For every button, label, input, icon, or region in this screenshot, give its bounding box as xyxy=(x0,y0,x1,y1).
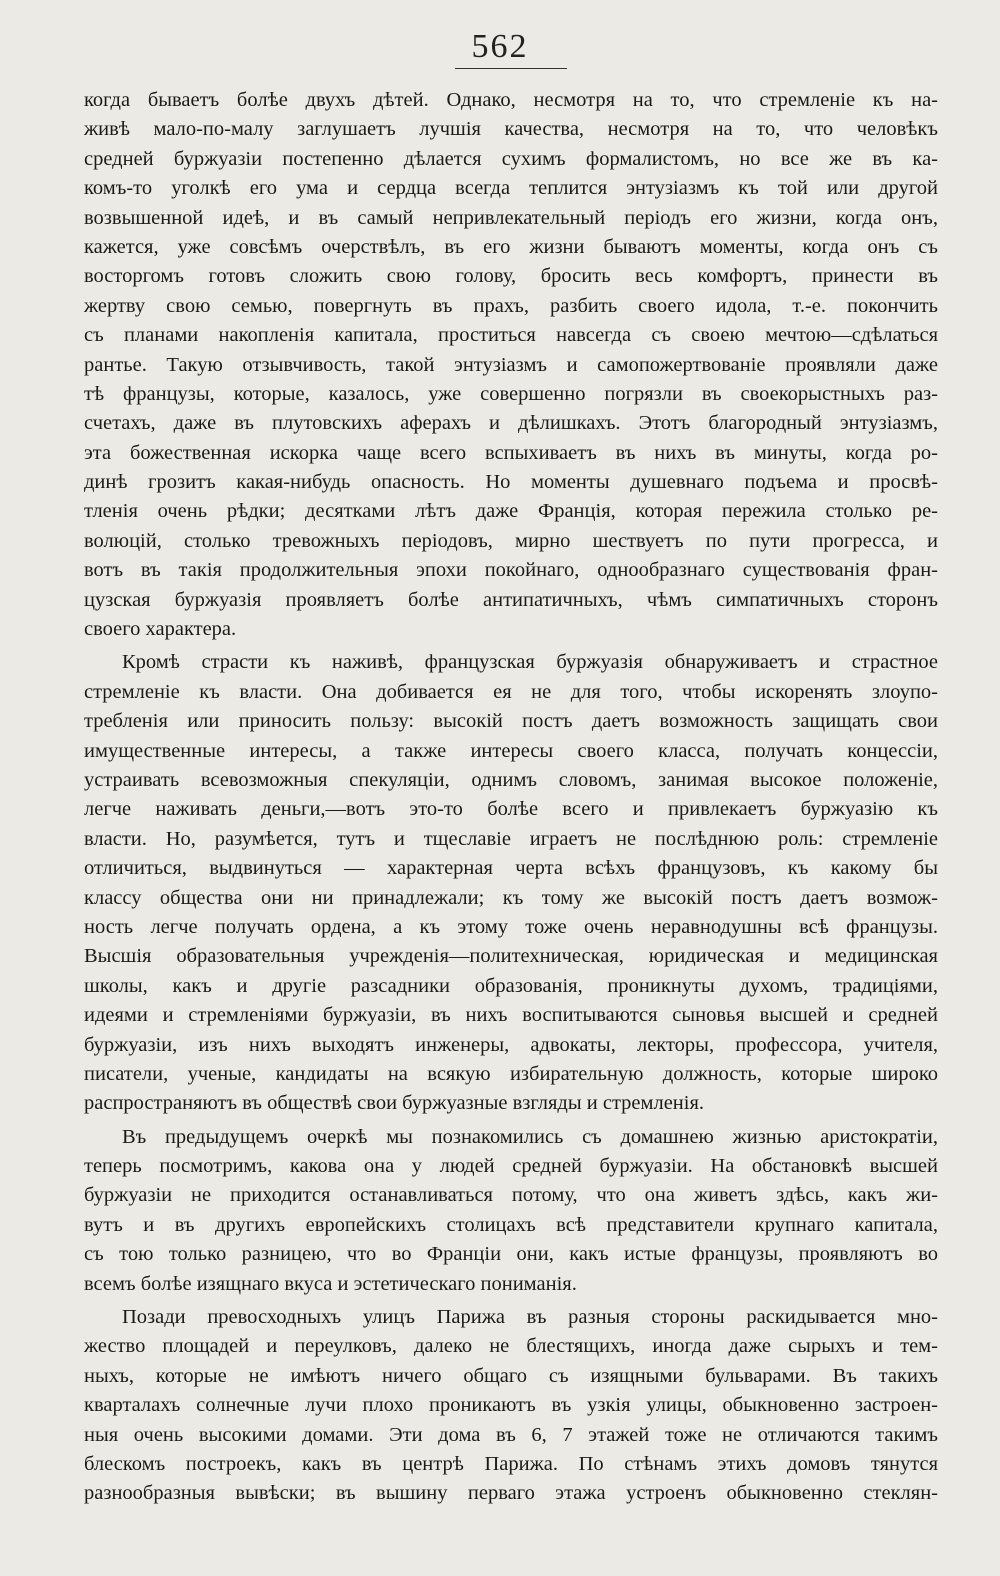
text-line: рантье. Такую отзывчивость, такой энтузіазмъ и самопожертвованіе проявляли даже xyxy=(84,353,938,376)
text-line: распространяютъ въ обществѣ свои буржуазные взгляды и стремленія. xyxy=(84,1092,705,1115)
text-line: власти. Но, разумѣется, тутъ и тщеславіе играетъ не послѣднюю роль: стремленіе xyxy=(84,827,938,850)
text-line: блескомъ построекъ, какъ въ центрѣ Парижа. По стѣнамъ этихъ домовъ тянутся xyxy=(84,1452,938,1475)
text-line: тѣ французы, которые, казалось, уже совершенно погрязли въ своекорыстныхъ раз- xyxy=(84,382,938,405)
text-line: эта божественная искорка чаще всего вспыхиваетъ въ нихъ въ минуты, когда ро- xyxy=(84,441,938,464)
text-line: Высшія образовательныя учрежденія—политехническая, юридическая и медицинская xyxy=(84,945,938,968)
text-line: восторгомъ готовъ сложить свою голову, бросить весь комфортъ, принести въ xyxy=(84,265,938,288)
text-line: комъ-то уголкѣ его ума и сердца всегда теплится энтузіазмъ къ той или другой xyxy=(84,177,938,200)
text-line: динѣ грозитъ какая-нибудь опасность. Но моменты душевнаго подъема и просвѣ- xyxy=(84,471,938,494)
text-line: идеями и стремленіями буржуазіи, въ нихъ воспитываются сыновья высшей и средней xyxy=(84,1004,938,1027)
text-line: живѣ мало-по-малу заглушаетъ лучшія качества, несмотря на то, что человѣкъ xyxy=(84,118,938,141)
text-line: разнообразныя вывѣски; въ вышину перваго этажа устроенъ обыкновенно стеклян- xyxy=(84,1482,938,1505)
text-line: счетахъ, даже въ плутовскихъ аферахъ и дѣлишкахъ. Этотъ благородный энтузіазмъ, xyxy=(84,412,938,435)
text-line: требленія или приносить пользу: высокій постъ даетъ возможность защищать свои xyxy=(84,710,938,733)
text-line: легче наживать деньги,—вотъ это-то болѣе всего и привлекаетъ буржуазію къ xyxy=(84,798,938,821)
text-line: своего характера. xyxy=(84,618,237,641)
text-line: жество площадей и переулковъ, далеко не блестящихъ, иногда даже сырыхъ и тем- xyxy=(84,1335,938,1358)
text-line: кажется, уже совсѣмъ очерствѣлъ, въ его жизни бываютъ моменты, когда онъ съ xyxy=(84,235,938,258)
text-line: буржуазіи не приходится останавливаться потому, что она живетъ здѣсь, какъ жи- xyxy=(84,1184,938,1207)
text-line: отличиться, выдвинуться — характерная черта всѣхъ французовъ, къ какому бы xyxy=(84,857,938,880)
text-line: ныхъ, которые не имѣютъ ничего общаго съ изящными бульварами. Въ такихъ xyxy=(84,1364,938,1387)
text-line: волюцій, столько тревожныхъ періодовъ, мирно шествуетъ по пути прогресса, и xyxy=(84,529,938,552)
text-line: жертву свою семью, повергнуть въ прахъ, разбить своего идола, т.-е. покончить xyxy=(84,294,938,317)
text-line: средней буржуазіи постепенно дѣлается сухимъ формалистомъ, но все же въ ка- xyxy=(84,147,938,170)
text-line: съ планами накопленія капитала, проститься навсегда съ своею мечтою—сдѣлаться xyxy=(84,324,938,347)
text-line: теперь посмотримъ, какова она у людей средней буржуазіи. На обстановкѣ высшей xyxy=(84,1155,938,1178)
text-line: ныя очень высокими домами. Эти дома въ 6, 7 этажей тоже не отличаются такимъ xyxy=(84,1423,938,1446)
paragraph xyxy=(84,1123,938,1299)
text-line: классу общества они ни принадлежали; къ тому же высокій постъ даетъ возмож- xyxy=(84,886,938,909)
text-line: устраивать всевозможныя спекуляціи, однимъ словомъ, занимая высокое положеніе, xyxy=(84,768,938,791)
text-line: писатели, ученые, кандидаты на всякую избирательную должность, которые широко xyxy=(84,1062,938,1085)
text-line: кварталахъ солнечные лучи плохо проникаютъ въ узкія улицы, обыкновенно застроен- xyxy=(84,1394,938,1417)
text-line: всемъ болѣе изящнаго вкуса и эстетическаго пониманія. xyxy=(84,1272,577,1295)
page-number-rule xyxy=(455,68,567,69)
text-line: цузская буржуазія проявляетъ болѣе антипатичныхъ, чѣмъ симпатичныхъ сторонъ xyxy=(84,588,938,611)
text-line: Кромѣ страсти къ наживѣ, французская буржуазія обнаруживаетъ и страстное xyxy=(122,651,938,674)
text-line: буржуазіи, изъ нихъ выходятъ инженеры, адвокаты, лекторы, профессора, учителя, xyxy=(84,1033,938,1056)
paragraph xyxy=(84,1303,938,1509)
body-text xyxy=(84,86,938,1509)
text-line: Позади превосходныхъ улицъ Парижа въ разныя стороны раскидывается мно- xyxy=(122,1306,938,1329)
text-line: стремленіе къ власти. Она добивается ея не для того, чтобы искоренять злоупо- xyxy=(84,680,938,703)
text-line: имущественные интересы, а также интересы своего класса, получать концессіи, xyxy=(84,739,938,762)
text-line: вутъ и въ другихъ европейскихъ столицахъ всѣ представители крупнаго капитала, xyxy=(84,1213,938,1236)
text-line: ность легче получать ордена, а къ этому тоже очень неравнодушны всѣ французы. xyxy=(84,915,938,938)
text-line: когда бываетъ болѣе двухъ дѣтей. Однако, несмотря на то, что стремленіе къ на- xyxy=(84,89,938,111)
text-line: возвышенной идеѣ, и въ самый непривлекательный періодъ его жизни, когда онъ, xyxy=(84,206,938,229)
page-number: 562 xyxy=(471,28,529,65)
text-line: тленія очень рѣдки; десятками лѣтъ даже Франція, которая пережила столько ре- xyxy=(84,500,938,523)
paragraph xyxy=(84,86,938,644)
text-line: Въ предыдущемъ очеркѣ мы познакомились съ домашнею жизнью аристократіи, xyxy=(122,1125,938,1148)
text-line: школы, какъ и другіе разсадники образованія, проникнуты духомъ, традиціями, xyxy=(84,974,938,997)
text-line: вотъ въ такія продолжительныя эпохи покойнаго, однообразнаго существованія фран- xyxy=(84,559,938,582)
text-line: съ тою только разницею, что во Франціи они, какъ истые французы, проявляютъ во xyxy=(84,1243,938,1266)
paragraph xyxy=(84,648,938,1118)
